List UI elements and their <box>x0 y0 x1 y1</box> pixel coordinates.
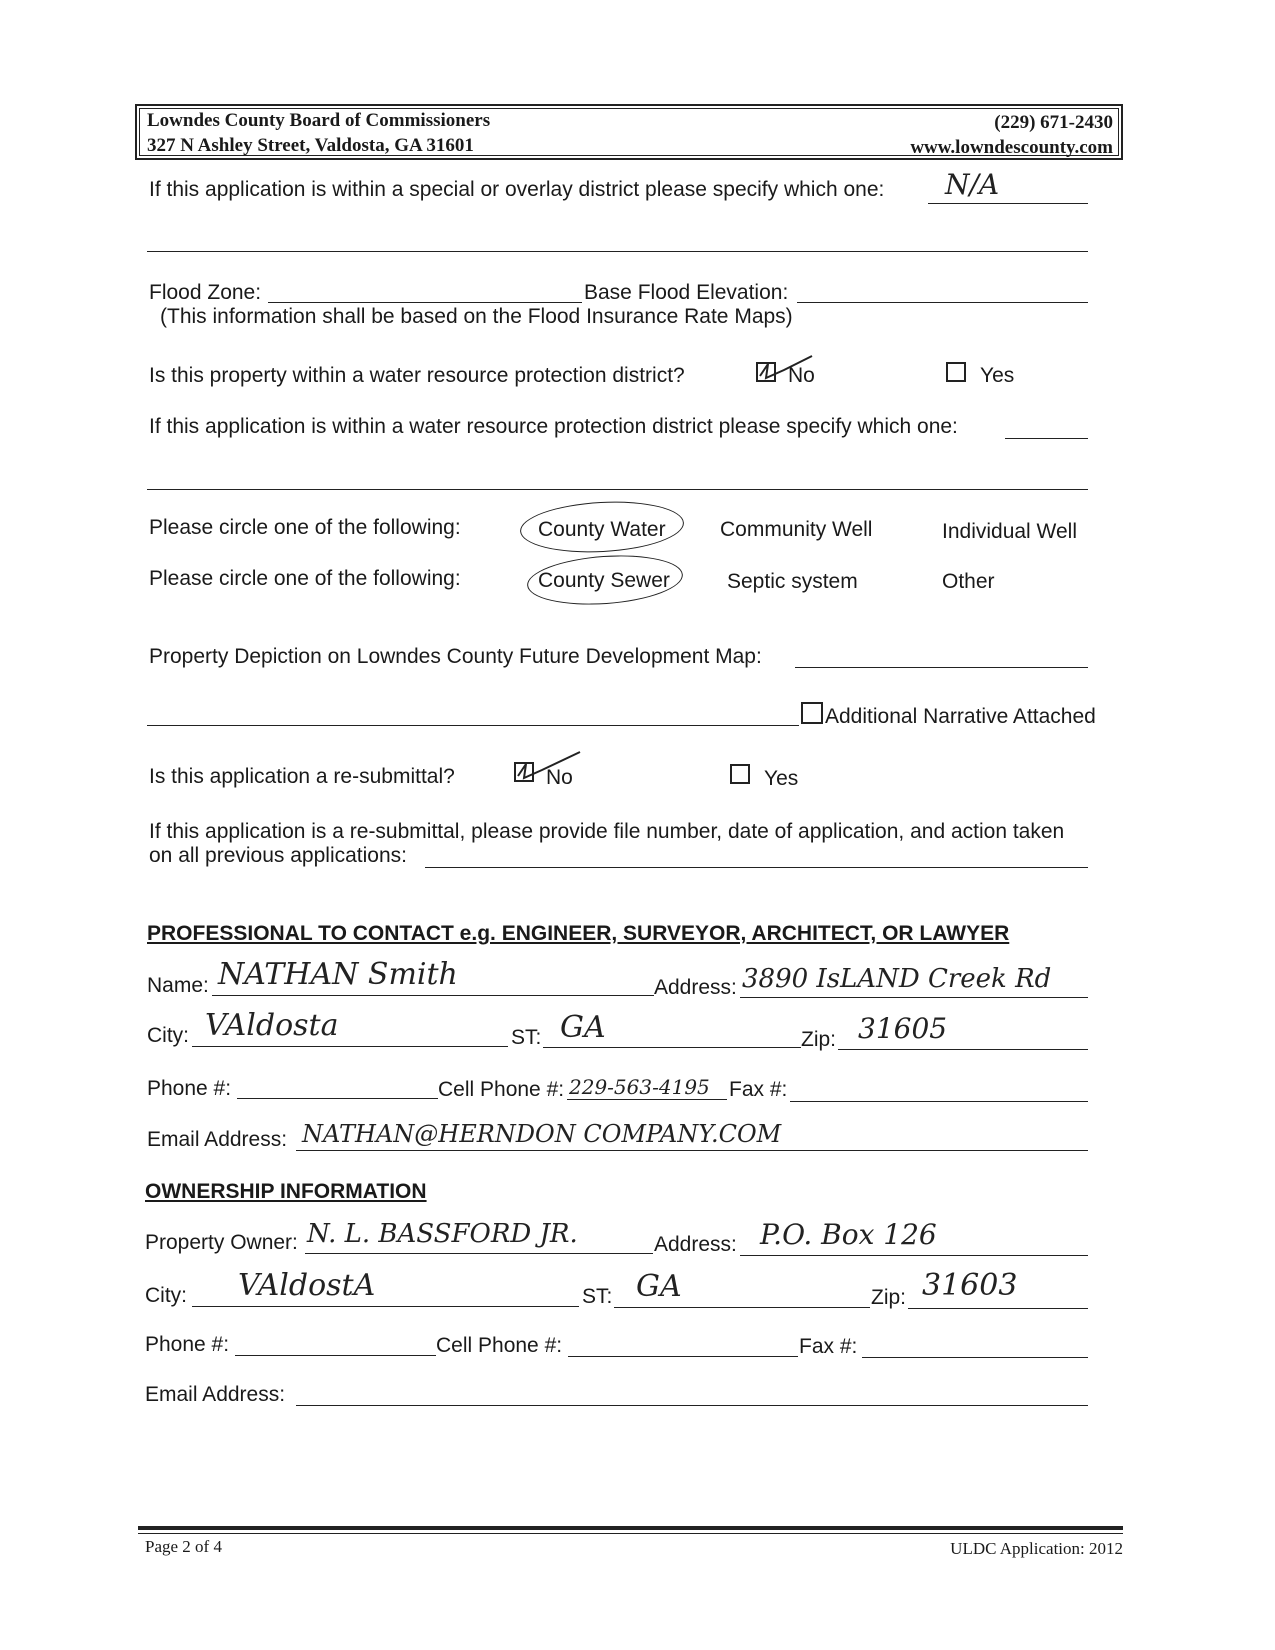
resubmittal-details-field[interactable] <box>425 867 1088 868</box>
prof-zip-label: Zip: <box>801 1028 837 1051</box>
org-name: Lowndes County Board of Commissioners <box>147 110 491 131</box>
prof-zip-field[interactable] <box>838 1049 1088 1050</box>
special-district-line-2 <box>147 251 1088 252</box>
narrative-checkbox[interactable] <box>801 702 823 724</box>
option-other[interactable]: Other <box>942 570 995 593</box>
prof-email-field[interactable] <box>296 1150 1088 1151</box>
footer-rule-thin <box>138 1533 1123 1534</box>
owner-st-label: ST: <box>582 1285 613 1308</box>
option-community-well[interactable]: Community Well <box>720 518 873 541</box>
prof-cell-field[interactable] <box>567 1099 727 1100</box>
footer-rule-thick <box>138 1526 1123 1530</box>
special-district-question: If this application is within a special or overlay district please specify which one: <box>149 178 885 201</box>
county-water-circle <box>519 498 685 557</box>
owner-city-label: City: <box>145 1284 187 1307</box>
owner-phone-label: Phone #: <box>145 1333 230 1356</box>
bfe-label: Base Flood Elevation: <box>584 281 789 304</box>
owner-zip-value[interactable]: 31603 <box>922 1268 1018 1303</box>
prof-cell-value[interactable]: 229-563-4195 <box>569 1075 710 1099</box>
owner-city-field[interactable] <box>192 1306 579 1307</box>
prof-city-value[interactable]: VAldosta <box>205 1008 339 1043</box>
owner-address-value[interactable]: P.O. Box 126 <box>760 1218 937 1251</box>
owner-st-value[interactable]: GA <box>636 1269 682 1304</box>
prof-fax-field[interactable] <box>790 1101 1088 1102</box>
flood-note: (This information shall be based on the Flood Insurance Rate Maps) <box>160 305 793 328</box>
resubmittal-yes-label: Yes <box>764 767 799 790</box>
special-district-line <box>928 203 1088 204</box>
resubmittal-yes-checkbox[interactable] <box>730 764 750 784</box>
water-resource-yes-label: Yes <box>980 364 1015 387</box>
water-resource-question: Is this property within a water resource protection district? <box>149 364 685 387</box>
prof-email-label: Email Address: <box>147 1128 288 1151</box>
owner-address-field[interactable] <box>740 1255 1088 1256</box>
prof-st-value[interactable]: GA <box>560 1010 606 1045</box>
prof-zip-value[interactable]: 31605 <box>858 1012 948 1045</box>
option-county-sewer[interactable]: County Sewer <box>538 569 670 592</box>
owner-field[interactable] <box>305 1253 653 1254</box>
org-website: www.lowndescounty.com <box>910 137 1113 158</box>
resubmittal-question: Is this application a re-submittal? <box>149 765 455 788</box>
prof-city-label: City: <box>147 1024 189 1047</box>
owner-value[interactable]: N. L. BASSFORD JR. <box>307 1219 578 1249</box>
owner-label: Property Owner: <box>145 1231 298 1254</box>
prof-address-label: Address: <box>654 976 737 999</box>
prof-name-field[interactable] <box>212 995 654 996</box>
flood-zone-label: Flood Zone: <box>149 281 262 304</box>
org-address: 327 N Ashley Street, Valdosta, GA 31601 <box>147 135 474 156</box>
prof-phone-label: Phone #: <box>147 1077 232 1100</box>
water-resource-no-label: No <box>788 364 815 387</box>
prof-address-value[interactable]: 3890 IsLAND Creek Rd <box>742 964 1052 994</box>
owner-zip-label: Zip: <box>871 1286 907 1309</box>
owner-cell-field[interactable] <box>568 1356 798 1357</box>
owner-phone-field[interactable] <box>235 1355 436 1356</box>
owner-email-field[interactable] <box>296 1405 1088 1406</box>
owner-fax-field[interactable] <box>862 1357 1088 1358</box>
prof-address-field[interactable] <box>740 997 1088 998</box>
water-prompt: Please circle one of the following: <box>149 516 461 539</box>
professional-heading: PROFESSIONAL TO CONTACT e.g. ENGINEER, SURVEYOR, ARCHITECT, OR LAWYER <box>147 922 1010 945</box>
ownership-heading: OWNERSHIP INFORMATION <box>145 1180 427 1203</box>
footer-page-number: Page 2 of 4 <box>145 1537 222 1556</box>
prof-st-field[interactable] <box>543 1047 801 1048</box>
owner-address-label: Address: <box>654 1233 737 1256</box>
owner-fax-label: Fax #: <box>799 1335 858 1358</box>
bfe-field[interactable] <box>797 302 1088 303</box>
future-map-line-2[interactable] <box>147 725 799 726</box>
prof-name-value[interactable]: NATHAN Smith <box>218 957 458 992</box>
option-septic-system[interactable]: Septic system <box>727 570 858 593</box>
owner-zip-field[interactable] <box>908 1308 1088 1309</box>
option-county-water[interactable]: County Water <box>538 518 666 541</box>
owner-st-field[interactable] <box>614 1307 870 1308</box>
prof-email-value[interactable]: NATHAN@HERNDON COMPANY.COM <box>302 1120 782 1148</box>
water-resource-specify-field[interactable] <box>1005 438 1088 439</box>
resubmittal-details-question-2: on all previous applications: <box>149 844 407 867</box>
option-individual-well[interactable]: Individual Well <box>942 520 1078 543</box>
prof-cell-label: Cell Phone #: <box>438 1078 565 1101</box>
resubmittal-details-question: If this application is a re-submittal, please provide file number, date of application, and action taken <box>149 820 1065 843</box>
org-phone: (229) 671-2430 <box>994 112 1113 133</box>
footer-form-id: ULDC Application: 2012 <box>950 1539 1123 1558</box>
owner-city-value[interactable]: VAldostA <box>238 1268 376 1303</box>
water-resource-specify-question: If this application is within a water resource protection district please specify which one: <box>149 415 958 438</box>
narrative-label: Additional Narrative Attached <box>825 705 1096 728</box>
future-map-label: Property Depiction on Lowndes County Future Development Map: <box>149 645 762 668</box>
prof-city-field[interactable] <box>192 1046 508 1047</box>
owner-email-label: Email Address: <box>145 1383 286 1406</box>
special-district-answer[interactable]: N/A <box>945 168 1000 201</box>
prof-name-label: Name: <box>147 974 209 997</box>
county-sewer-circle <box>526 551 685 610</box>
prof-fax-label: Fax #: <box>729 1078 788 1101</box>
water-resource-yes-checkbox[interactable] <box>946 362 966 382</box>
sewer-prompt: Please circle one of the following: <box>149 567 461 590</box>
prof-st-label: ST: <box>511 1026 542 1049</box>
resubmittal-no-label: No <box>546 766 573 789</box>
flood-zone-field[interactable] <box>268 302 582 303</box>
water-resource-line-2 <box>147 489 1088 490</box>
future-map-field[interactable] <box>795 667 1088 668</box>
prof-phone-field[interactable] <box>237 1098 438 1099</box>
owner-cell-label: Cell Phone #: <box>436 1334 563 1357</box>
